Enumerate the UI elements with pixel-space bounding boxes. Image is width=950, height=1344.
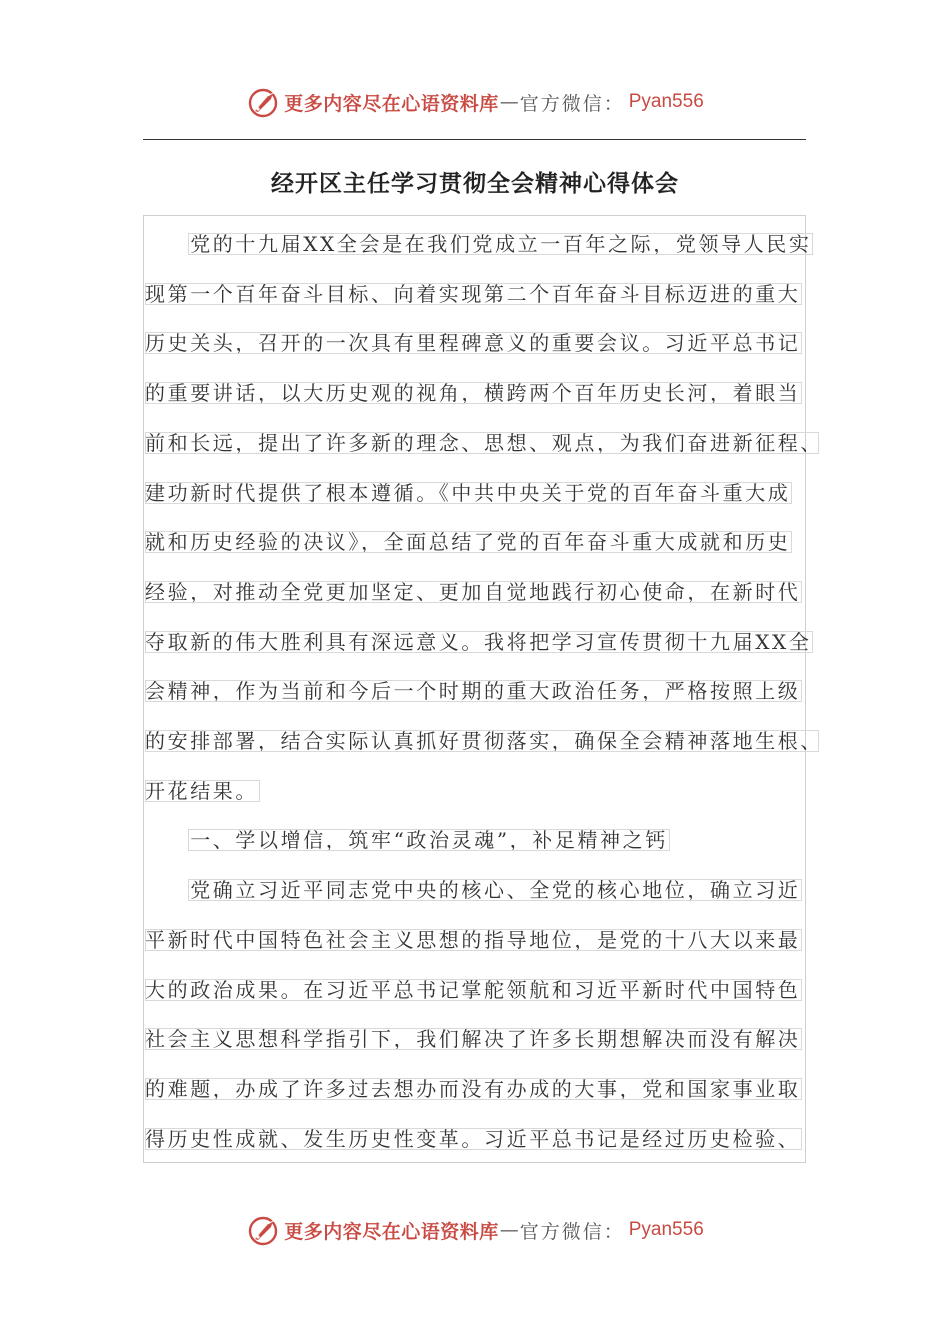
line-outline — [145, 531, 792, 553]
text-line: 开花结果。 — [145, 778, 258, 803]
line-outline — [145, 432, 819, 454]
banner-dash: — — [499, 91, 519, 113]
text-line: 就和历史经验的决议》，全面总结了党的百年奋斗重大成就和历史 — [145, 530, 791, 555]
banner-wechat-label: 官方微信： — [519, 92, 625, 115]
line-outline — [145, 1028, 802, 1050]
text-line: 平新时代中国特色社会主义思想的指导地位，是党的十八大以来最 — [145, 927, 801, 952]
banner-wechat-id: Pyan556 — [628, 1219, 704, 1240]
line-outline — [145, 730, 819, 752]
header-divider — [143, 139, 806, 140]
line-outline — [145, 780, 260, 802]
text-line: 得历史性成就、发生历史性变革。习近平总书记是经过历史检验、 — [145, 1126, 801, 1151]
line-outline — [145, 979, 802, 1001]
banner-title: 更多内容尽在心语资料库 — [284, 92, 499, 115]
line-outline — [145, 680, 802, 702]
text-line: 现第一个百年奋斗目标、向着实现第二个百年奋斗目标迈进的重大 — [145, 281, 801, 306]
section-heading: 一、学以增信，筑牢“政治灵魂”，补足精神之钙 — [145, 828, 668, 853]
document-title: 经开区主任学习贯彻全会精神心得体会 — [271, 171, 679, 197]
footer-banner — [0, 1210, 950, 1250]
line-outline — [188, 233, 813, 255]
pen-nib-logo-icon — [246, 84, 282, 120]
line-outline — [188, 829, 670, 851]
line-outline — [145, 332, 802, 354]
line-outline — [145, 581, 802, 603]
text-line: 会精神，作为当前和今后一个时期的重大政治任务，严格按照上级 — [145, 679, 801, 704]
line-outline — [145, 382, 802, 404]
header-banner — [0, 82, 950, 122]
text-line: 前和长远，提出了许多新的理念、思想、观点，为我们奋进新征程、 — [145, 430, 823, 455]
banner-wechat-label: 官方微信： — [519, 1220, 625, 1243]
banner-wechat-id: Pyan556 — [628, 91, 704, 112]
text-line: 的重要讲话，以大历史观的视角，横跨两个百年历史长河，着眼当 — [145, 381, 801, 406]
text-line: 大的政治成果。在习近平总书记掌舵领航和习近平新时代中国特色 — [145, 977, 801, 1002]
line-outline — [145, 1128, 802, 1150]
text-line: 社会主义思想科学指引下，我们解决了许多长期想解决而没有解决 — [145, 1027, 801, 1052]
line-outline — [145, 929, 802, 951]
text-line: 党的十九届XX全会是在我们党成立一百年之际，党领导人民实 — [145, 232, 812, 256]
line-outline — [145, 283, 802, 305]
text-line: 党确立习近平同志党中央的核心、全党的核心地位，确立习近 — [145, 878, 801, 903]
line-outline — [188, 879, 802, 901]
banner-title: 更多内容尽在心语资料库 — [284, 1220, 499, 1243]
pen-nib-logo-icon — [246, 1212, 282, 1248]
text-line: 建功新时代提供了根本遵循。《中共中央关于党的百年奋斗重大成 — [145, 480, 791, 505]
text-line: 经验，对推动全党更加坚定、更加自觉地践行初心使命，在新时代 — [145, 579, 801, 604]
line-outline — [145, 1078, 802, 1100]
text-line: 夺取新的伟大胜利具有深远意义。我将把学习宣传贯彻十九届XX全 — [145, 629, 812, 654]
text-line: 的安排部署，结合实际认真抓好贯彻落实，确保全会精神落地生根、 — [145, 729, 823, 753]
text-line: 的难题，办成了许多过去想办而没有办成的大事，党和国家事业取 — [145, 1076, 801, 1101]
line-outline — [145, 631, 813, 653]
text-line: 历史关头，召开的一次具有里程碑意义的重要会议。习近平总书记 — [145, 331, 801, 356]
line-outline — [145, 482, 792, 504]
banner-dash: — — [499, 1219, 519, 1241]
